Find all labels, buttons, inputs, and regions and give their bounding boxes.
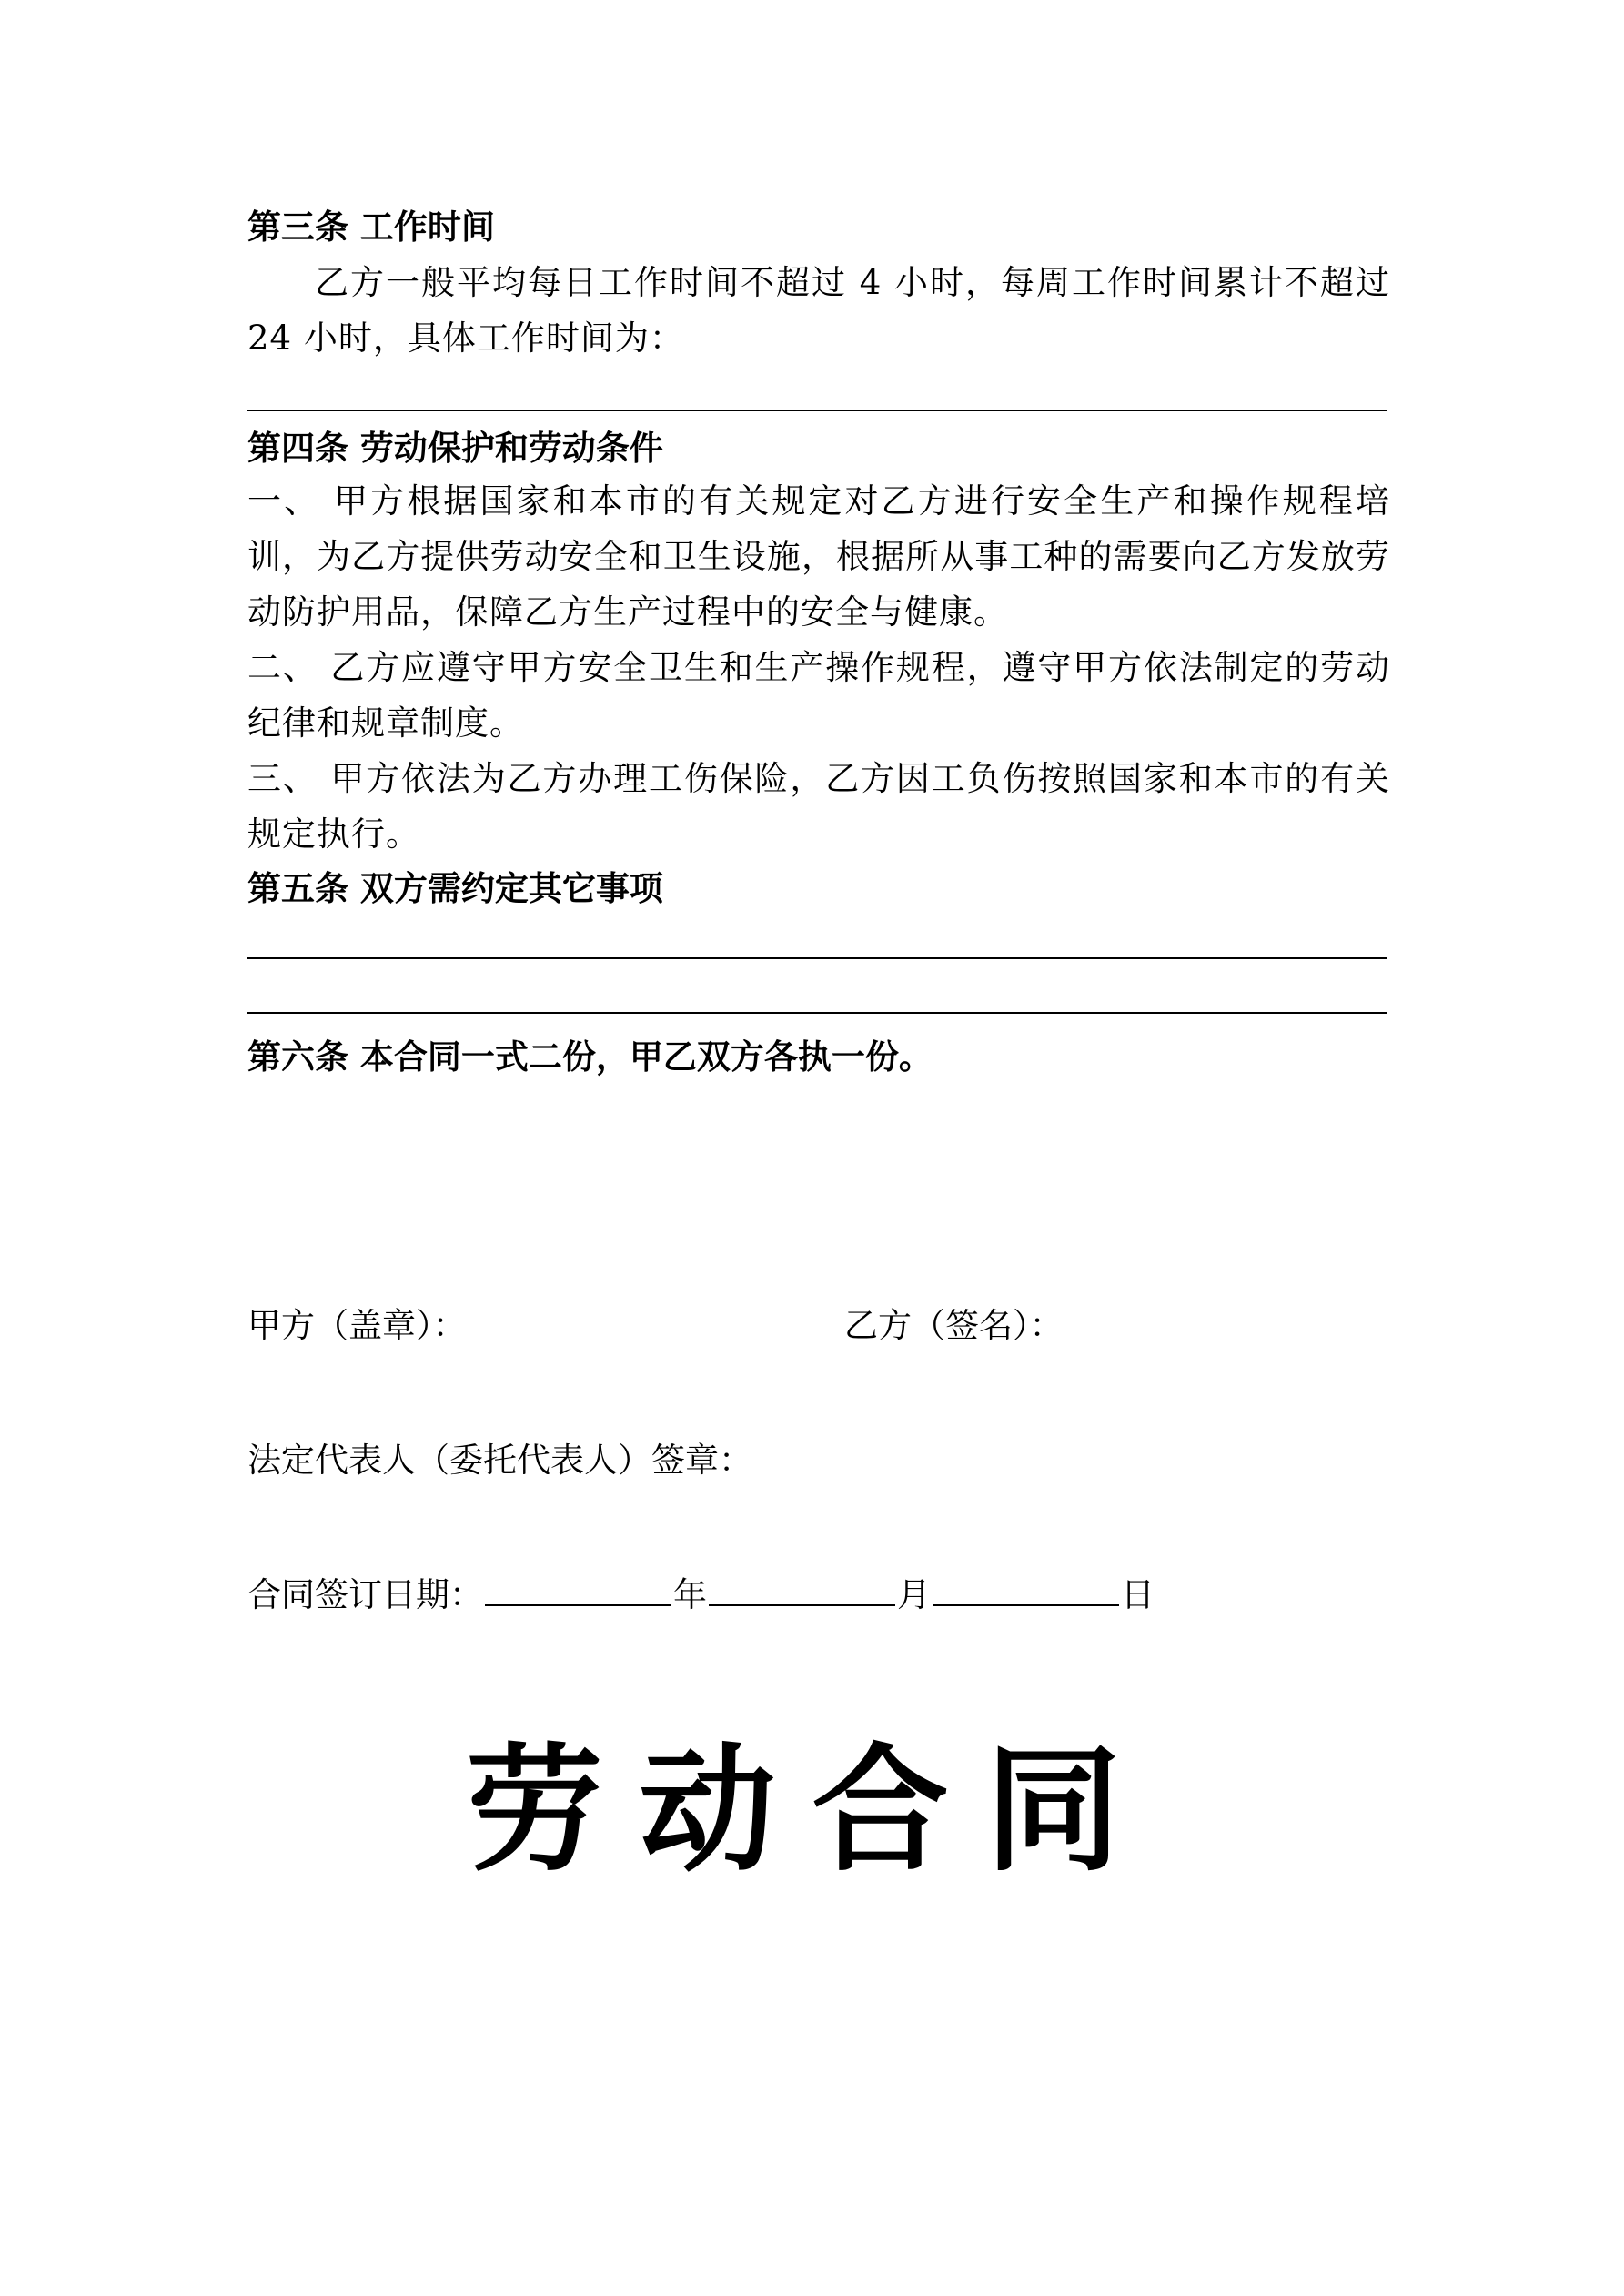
month-label: 月 [897,1575,931,1614]
legal-representative-label: 法定代表人（委托代表人）签章： [247,1441,752,1480]
day-label: 日 [1121,1575,1155,1614]
contract-title: 劳动合同 [466,1732,1158,1890]
party-a-seal-label: 甲方（盖章）： [247,1306,467,1345]
day-blank [933,1604,1119,1606]
article5-fill-line-2 [247,1012,1387,1014]
article5-heading: 第五条 双方需约定其它事项 [247,869,663,908]
article3-fill-line [247,410,1387,411]
signing-date-label: 合同签订日期： [247,1575,483,1614]
article3-text: 乙方一般平均每日工作时间不超过 4 小时，每周工作时间累计不超过 24 小时，具体工作时间为： [247,263,1390,358]
year-blank [485,1604,671,1606]
article4-item-1: 一、 甲方根据国家和本市的有关规定对乙方进行安全生产和操作规程培训，为乙方提供劳动安全和卫生设施，根据所从事工种的需要向乙方发放劳动防护用品，保障乙方生产过程中的安全与健康。 [247,481,1390,632]
article4-item-2: 二、 乙方应遵守甲方安全卫生和生产操作规程，遵守甲方依法制定的劳动纪律和规章制度。 [247,648,1390,743]
month-blank [709,1604,895,1606]
article4-heading: 第四条 劳动保护和劳动条件 [247,429,663,468]
signing-date-row [247,1573,1155,1618]
year-label: 年 [673,1575,707,1614]
article4-item-3: 三、 甲方依法为乙方办理工伤保险，乙方因工负伤按照国家和本市的有关规定执行。 [247,759,1390,854]
article6-heading: 第六条 本合同一式二份，甲乙双方各执一份。 [247,1037,933,1077]
article5-fill-line-1 [247,957,1387,959]
party-b-signature-label: 乙方（签名）： [844,1306,1064,1345]
article3-heading: 第三条 工作时间 [247,207,495,247]
